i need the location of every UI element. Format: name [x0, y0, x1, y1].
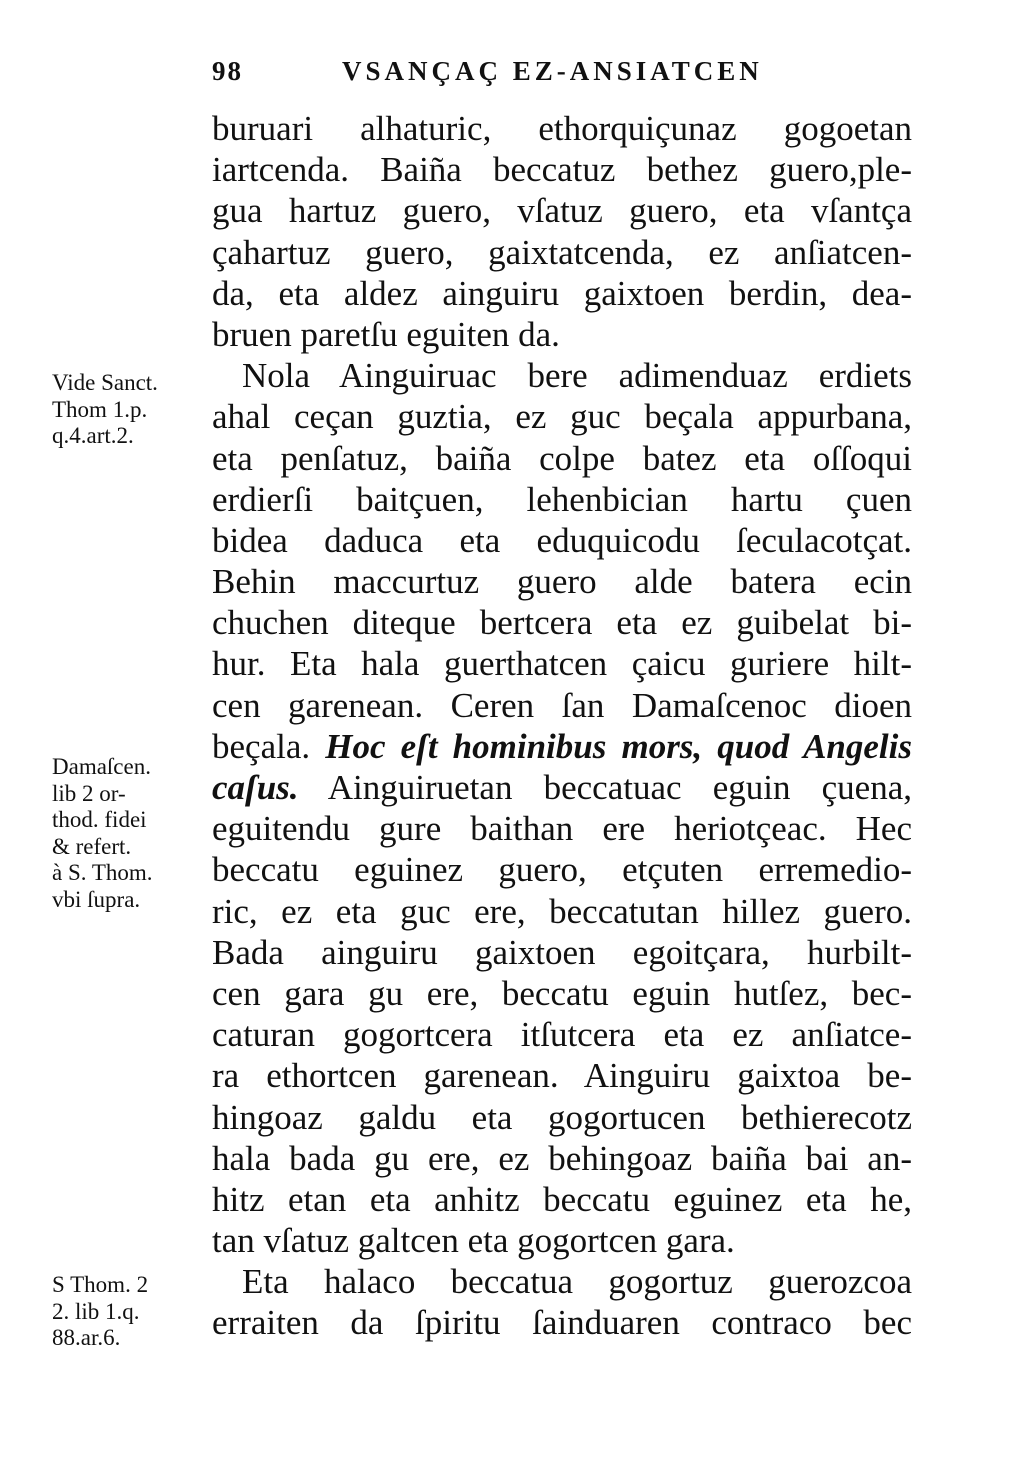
margin-line: Damaſcen. [52, 754, 151, 779]
text-line: buruari alhaturic, ethorquiçunaz gogoetan [212, 109, 912, 148]
text-line: cen garenean. Ceren ſan Damaſcenoc dioen [212, 685, 912, 725]
text-line: erraiten da ſpiritu ſainduaren contraco bec [212, 1303, 912, 1343]
text-line: chuchen diteque bertcera eta ez guibelat bi- [212, 603, 912, 643]
latin-quote: Hoc eſt hominibus mors, quod Angelis [325, 726, 912, 766]
margin-note-3 [52, 1272, 212, 1352]
margin-line: Thom 1.p. [52, 396, 148, 422]
text-line-with-quote [212, 767, 912, 808]
text-line: erdierſi baitçuen, lehenbician hartu çuen [212, 479, 912, 519]
margin-line: Vide Sanct. [52, 370, 158, 395]
text-line: eguitendu gure baithan ere heriotçeac. Hec [212, 809, 912, 849]
text-line: Nola Ainguiruac bere adimenduaz erdiets [242, 356, 912, 396]
margin-line: thod. fidei [52, 807, 147, 832]
text-segment: beçala. [212, 726, 311, 766]
text-line: Eta halaco beccatua gogortuz guerozcoa [242, 1262, 912, 1302]
margin-line: & refert. [52, 833, 132, 859]
text-line: caturan gogortcera itſutcera eta ez anſiatce- [212, 1015, 912, 1055]
margin-line: lib 2 or- [52, 780, 126, 806]
text-line: Bada ainguiru gaixtoen egoitçara, hurbilt- [212, 932, 912, 972]
text-line: gua hartuz guero, vſatuz guero, eta vſantça [212, 191, 912, 231]
text-line: hala bada gu ere, ez behingoaz baiña bai an- [212, 1138, 912, 1178]
text-line: da, eta aldez ainguiru gaixtoen berdin, dea- [212, 273, 912, 313]
text-line: hur. Eta hala guerthatcen çaicu guriere hilt- [212, 644, 912, 684]
text-line: bruen paretſu eguiten da. [212, 314, 560, 354]
margin-line: 88.ar.6. [52, 1325, 121, 1350]
main-text [212, 108, 912, 1344]
margin-line: à S. Thom. [52, 860, 153, 885]
text-line: ric, ez eta guc ere, beccatutan hillez guero. [212, 891, 912, 931]
text-line: hitz etan eta anhitz beccatu eguinez eta he, [212, 1179, 912, 1219]
running-title: VSANÇAÇ EZ-ANSIATCEN [342, 56, 763, 86]
margin-note-1 [52, 370, 212, 450]
latin-quote-end: caſus. [212, 768, 299, 807]
text-line: cen gara gu ere, beccatu eguin hutſez, bec- [212, 973, 912, 1013]
page-number: 98 [212, 56, 243, 86]
text-line: ra ethortcen garenean. Ainguiru gaixtoa be- [212, 1056, 912, 1096]
margin-line: 2. lib 1.q. [52, 1298, 140, 1324]
text-line-with-quote [212, 726, 912, 767]
text-line: bidea daduca eta eduquicodu ſeculacotçat. [212, 520, 912, 560]
text-line: hingoaz galdu eta gogortucen bethierecotz [212, 1097, 912, 1137]
text-segment: Ainguiruetan beccatuac eguin çuena, [298, 768, 912, 807]
text-line: Behin maccurtuz guero alde batera ecin [212, 562, 912, 602]
margin-note-2 [52, 754, 212, 913]
text-line: ahal ceçan guztia, ez guc beçala appurbana, [212, 397, 912, 437]
text-line: tan vſatuz galtcen eta gogortcen gara. [212, 1221, 735, 1261]
text-line: eta penſatuz, baiña colpe batez eta oſſoqui [212, 438, 912, 478]
margin-line: vbi ſupra. [52, 886, 141, 912]
page-header [212, 56, 912, 102]
text-line: beccatu eguinez guero, etçuten erremedio- [212, 850, 912, 890]
text-line: çahartuz guero, gaixtatcenda, ez anſiatcen- [212, 232, 912, 272]
margin-line: S Thom. 2 [52, 1272, 149, 1297]
margin-line: q.4.art.2. [52, 423, 134, 448]
text-line: iartcenda. Baiña beccatuz bethez guero,ple- [212, 150, 912, 190]
